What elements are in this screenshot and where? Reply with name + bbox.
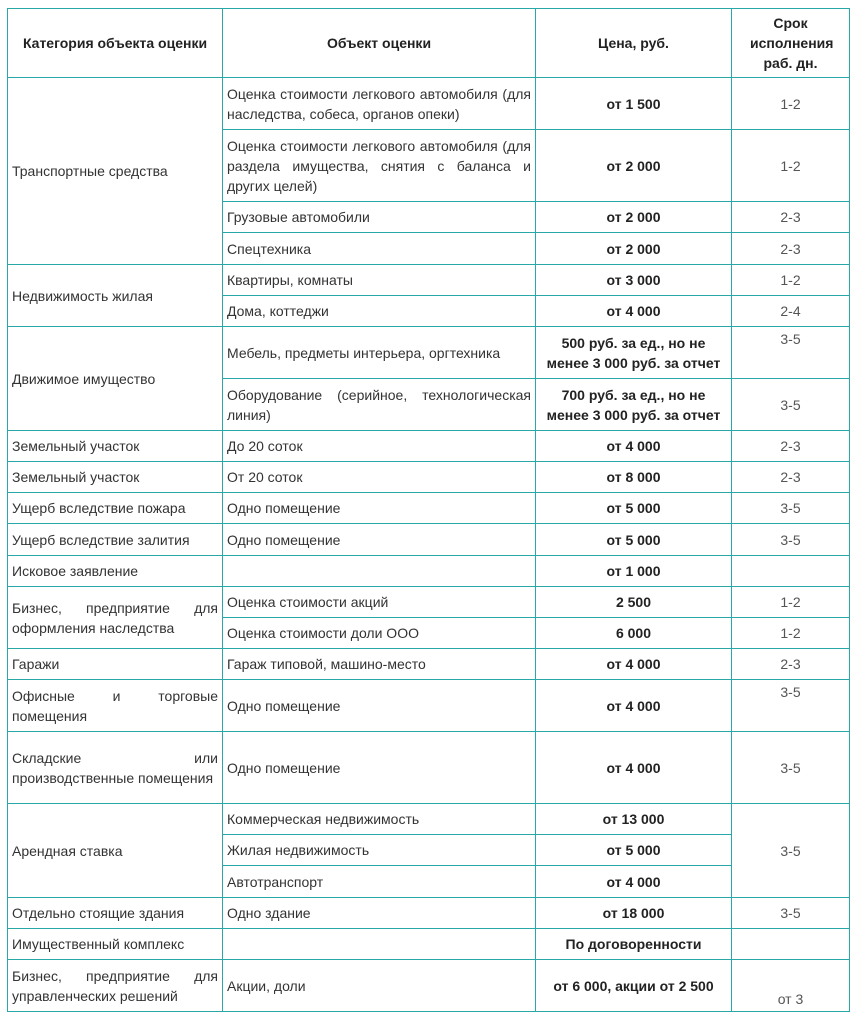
category-cell: Ущерб вследствие пожара	[8, 493, 223, 524]
object-cell: Грузовые автомобили	[223, 202, 536, 233]
price-cell: 700 руб. за ед., но не менее 3 000 руб. за отчет	[536, 379, 732, 431]
object-cell: Дома, коттеджи	[223, 296, 536, 327]
price-cell: от 5 000	[536, 524, 732, 556]
category-cell: Офисные и торговые помещения	[8, 680, 223, 732]
table-row	[8, 78, 850, 130]
table-row	[8, 898, 850, 929]
object-cell: Оборудование (серийное, технологическая линия)	[223, 379, 536, 431]
price-cell: По договоренности	[536, 929, 732, 960]
term-cell: 3-5	[732, 898, 850, 929]
term-cell: 1-2	[732, 587, 850, 618]
table-row	[8, 960, 850, 1012]
term-cell: 2-3	[732, 462, 850, 493]
category-cell: Ущерб вследствие залития	[8, 524, 223, 556]
term-cell	[732, 556, 850, 587]
price-cell: от 2 000	[536, 233, 732, 265]
header-price: Цена, руб.	[536, 9, 732, 78]
table-header-row	[8, 9, 850, 78]
term-cell: 3-5	[732, 493, 850, 524]
category-cell: Бизнес, предприятие для оформления наследства	[8, 587, 223, 649]
object-cell: От 20 соток	[223, 462, 536, 493]
object-cell: Мебель, предметы интерьера, оргтехника	[223, 327, 536, 379]
price-cell: от 6 000, акции от 2 500	[536, 960, 732, 1012]
price-cell: от 2 000	[536, 130, 732, 202]
header-object: Объект оценки	[223, 9, 536, 78]
table-row	[8, 462, 850, 493]
term-cell: 3-5	[732, 327, 850, 379]
term-cell: 1-2	[732, 618, 850, 649]
category-cell: Арендная ставка	[8, 804, 223, 898]
price-cell: от 4 000	[536, 431, 732, 462]
table-row	[8, 680, 850, 732]
term-cell: 1-2	[732, 265, 850, 296]
category-cell: Бизнес, предприятие для управленческих решений	[8, 960, 223, 1012]
object-cell	[223, 929, 536, 960]
term-cell: 1-2	[732, 130, 850, 202]
category-cell: Складские или производственные помещения	[8, 732, 223, 804]
object-cell: Квартиры, комнаты	[223, 265, 536, 296]
object-cell: До 20 соток	[223, 431, 536, 462]
category-cell: Имущественный комплекс	[8, 929, 223, 960]
term-cell: 3-5	[732, 680, 850, 732]
object-cell: Гараж типовой, машино-место	[223, 649, 536, 680]
term-cell: 3-5	[732, 524, 850, 556]
table-row	[8, 649, 850, 680]
object-cell: Акции, доли	[223, 960, 536, 1012]
term-cell: от 3	[732, 960, 850, 1012]
table-row	[8, 327, 850, 379]
object-cell: Автотранспорт	[223, 866, 536, 898]
price-cell: от 5 000	[536, 835, 732, 866]
term-cell: 2-3	[732, 233, 850, 265]
object-cell: Спецтехника	[223, 233, 536, 265]
term-cell: 1-2	[732, 78, 850, 130]
price-cell: 6 000	[536, 618, 732, 649]
category-cell: Движимое имущество	[8, 327, 223, 431]
price-cell: от 4 000	[536, 732, 732, 804]
object-cell: Жилая недвижимость	[223, 835, 536, 866]
price-cell: от 4 000	[536, 680, 732, 732]
object-cell: Оценка стоимости легкового автомобиля (для наследства, собеса, органов опеки)	[223, 78, 536, 130]
object-cell: Одно помещение	[223, 493, 536, 524]
header-category: Категория объекта оценки	[8, 9, 223, 78]
price-cell: от 13 000	[536, 804, 732, 835]
object-cell: Одно помещение	[223, 732, 536, 804]
table-row	[8, 493, 850, 524]
price-cell: 2 500	[536, 587, 732, 618]
table-row	[8, 524, 850, 556]
category-cell: Земельный участок	[8, 462, 223, 493]
table-row	[8, 587, 850, 618]
category-cell: Недвижимость жилая	[8, 265, 223, 327]
price-cell: 500 руб. за ед., но не менее 3 000 руб. за отчет	[536, 327, 732, 379]
term-cell: 2-3	[732, 202, 850, 233]
price-cell: от 2 000	[536, 202, 732, 233]
object-cell: Одно здание	[223, 898, 536, 929]
price-cell: от 8 000	[536, 462, 732, 493]
category-cell: Гаражи	[8, 649, 223, 680]
table-row	[8, 804, 850, 835]
table-row	[8, 431, 850, 462]
object-cell: Оценка стоимости доли ООО	[223, 618, 536, 649]
price-cell: от 4 000	[536, 296, 732, 327]
term-cell: 3-5	[732, 804, 850, 898]
category-cell: Исковое заявление	[8, 556, 223, 587]
table-row	[8, 732, 850, 804]
table-row	[8, 265, 850, 296]
term-cell: 3-5	[732, 379, 850, 431]
object-cell: Оценка стоимости легкового автомобиля (для раздела имущества, снятия с баланса и других целей)	[223, 130, 536, 202]
category-cell: Отдельно стоящие здания	[8, 898, 223, 929]
price-cell: от 18 000	[536, 898, 732, 929]
term-cell: 2-4	[732, 296, 850, 327]
object-cell: Коммерческая недвижимость	[223, 804, 536, 835]
price-cell: от 4 000	[536, 649, 732, 680]
object-cell	[223, 556, 536, 587]
object-cell: Оценка стоимости акций	[223, 587, 536, 618]
term-cell: 3-5	[732, 732, 850, 804]
header-term: Срок исполнения раб. дн.	[732, 9, 850, 78]
price-cell: от 5 000	[536, 493, 732, 524]
price-cell: от 4 000	[536, 866, 732, 898]
category-cell: Транспортные средства	[8, 78, 223, 265]
price-cell: от 1 500	[536, 78, 732, 130]
object-cell: Одно помещение	[223, 680, 536, 732]
category-cell: Земельный участок	[8, 431, 223, 462]
table-row	[8, 556, 850, 587]
price-cell: от 3 000	[536, 265, 732, 296]
object-cell: Одно помещение	[223, 524, 536, 556]
table-row	[8, 929, 850, 960]
price-table	[7, 8, 850, 1012]
term-cell: 2-3	[732, 431, 850, 462]
term-cell	[732, 929, 850, 960]
price-cell: от 1 000	[536, 556, 732, 587]
term-cell: 2-3	[732, 649, 850, 680]
